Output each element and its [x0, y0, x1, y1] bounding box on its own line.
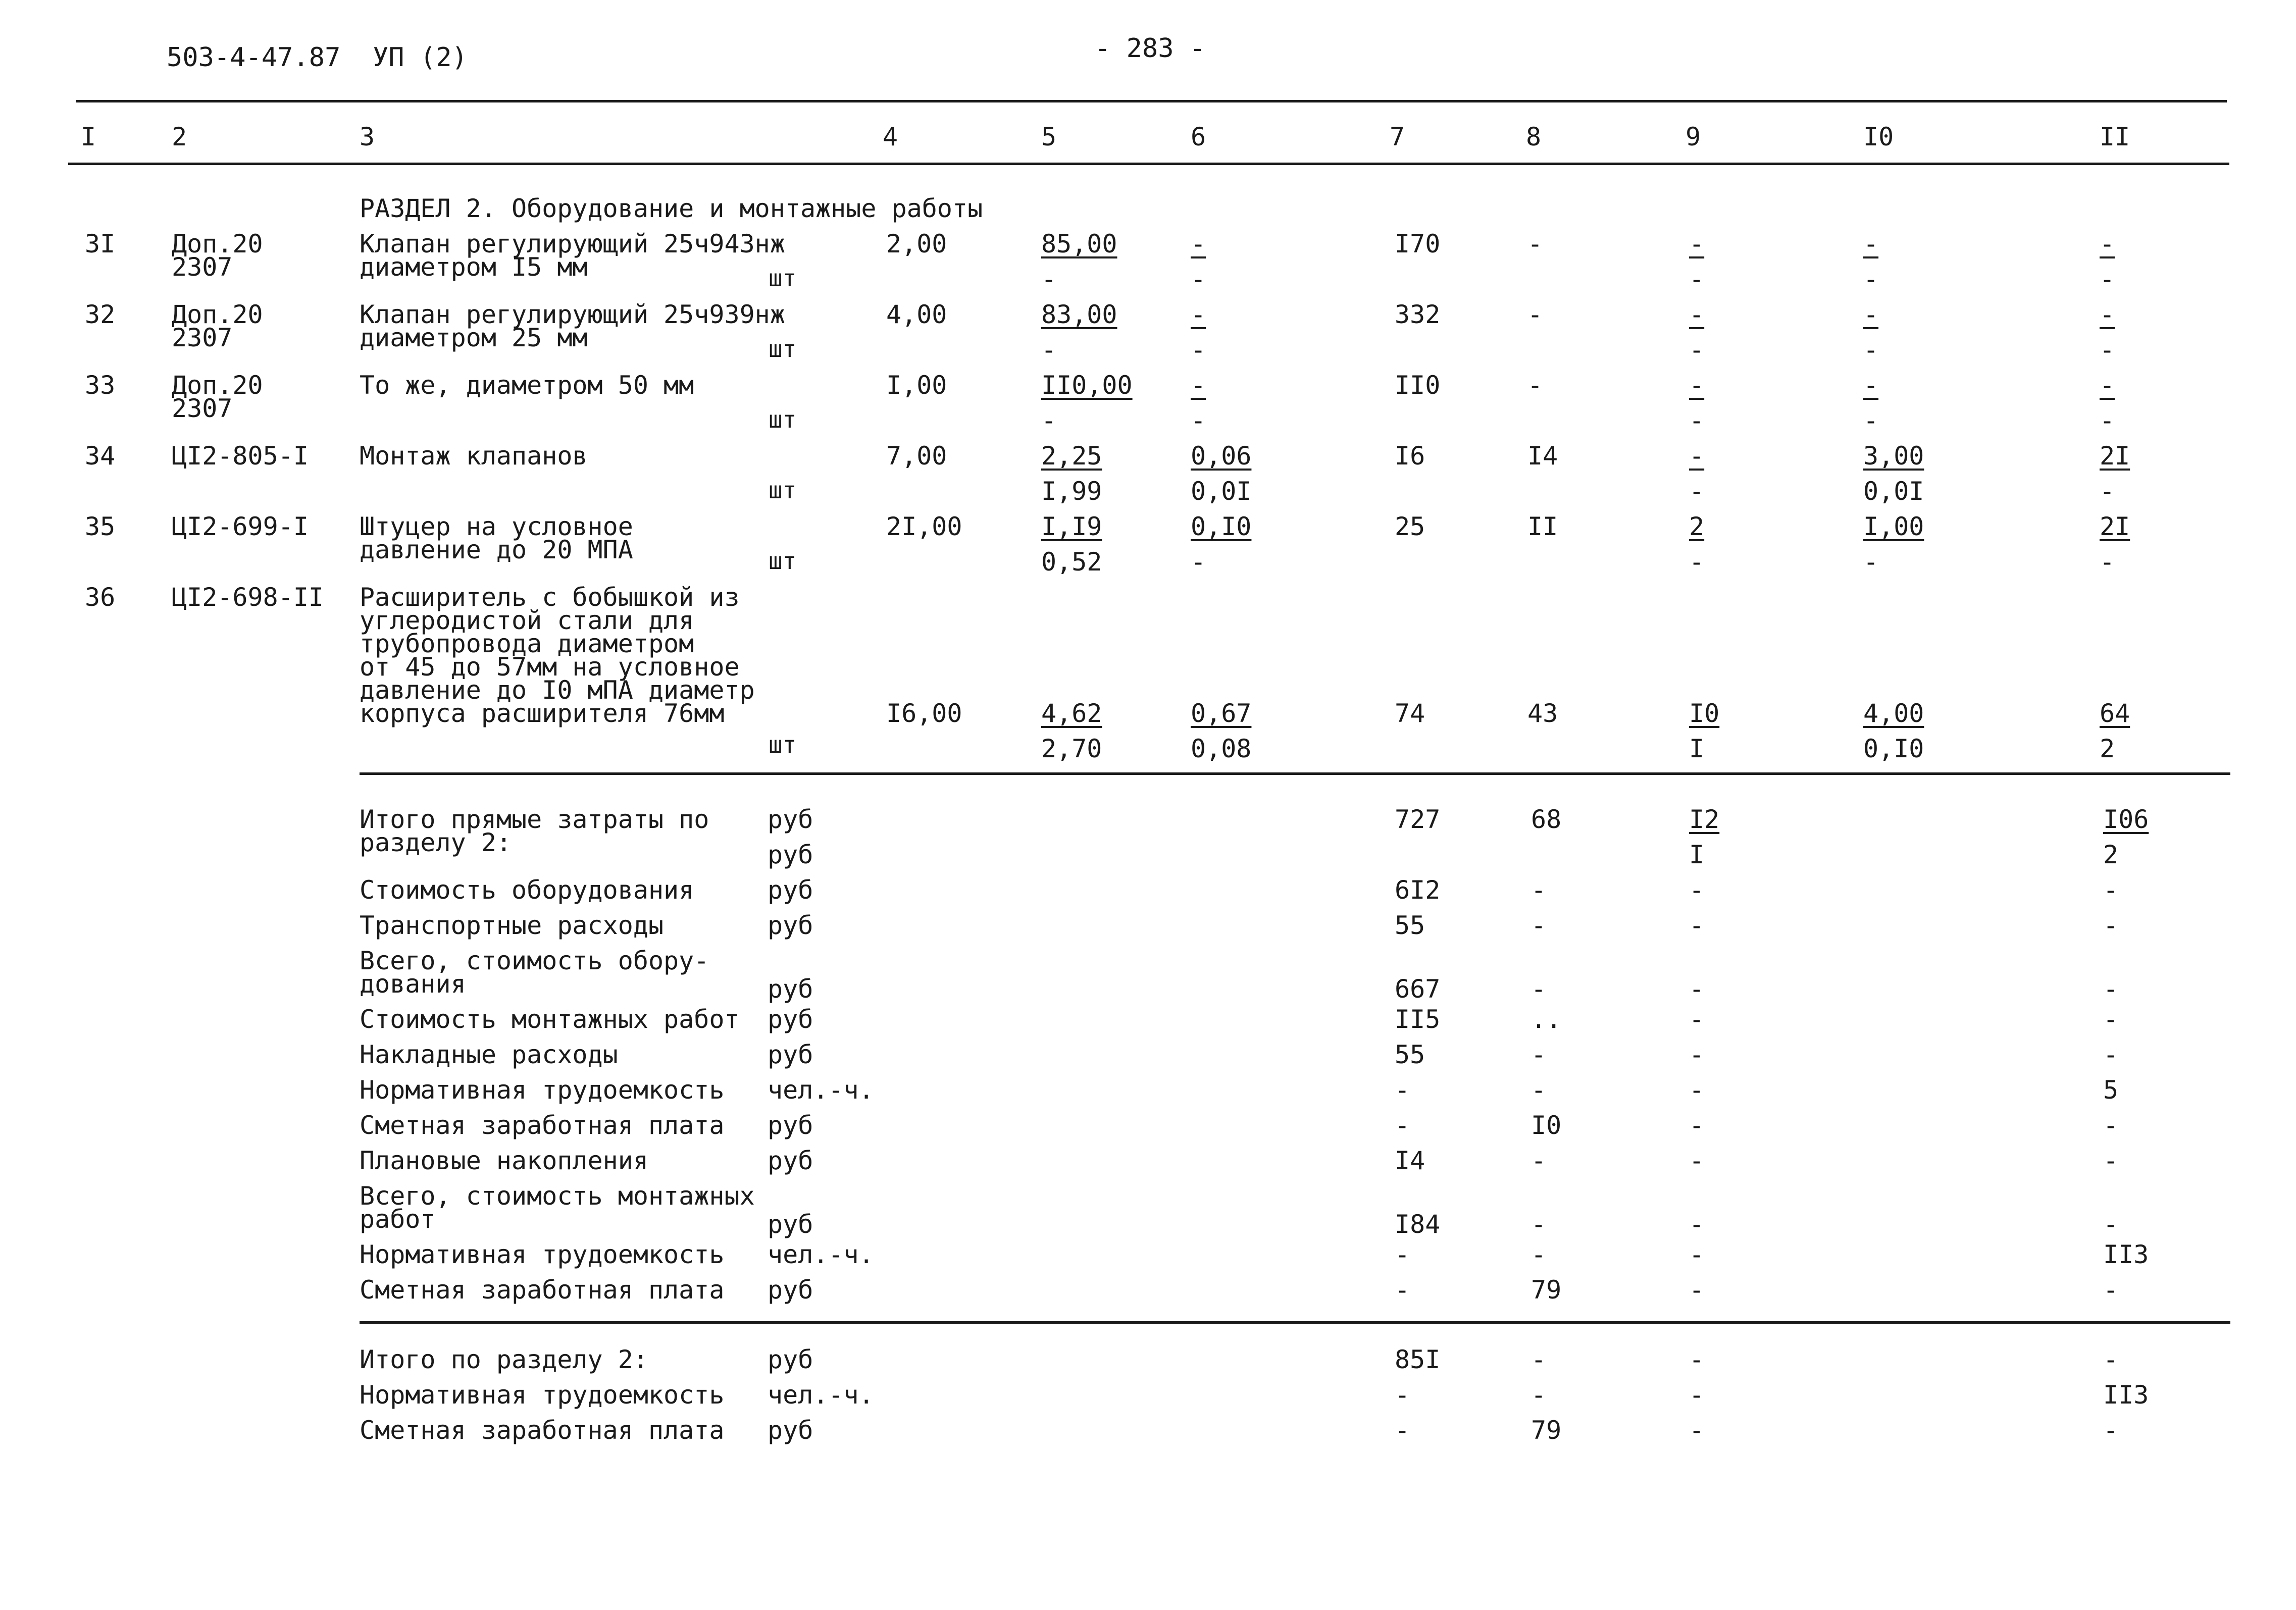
- row-total-cost: 332: [1395, 300, 1441, 329]
- row-unit-cost-wage: 0,52: [1041, 547, 1102, 577]
- row-labor-total-sub: 2: [2100, 734, 2115, 763]
- summary-machine-total: I: [1689, 840, 1705, 869]
- summary-total-cost: II5: [1395, 1005, 1441, 1034]
- summary-labor-total: -: [2103, 1275, 2119, 1305]
- summary-wage-total: -: [1531, 875, 1547, 905]
- row-unit: шт: [769, 406, 797, 433]
- row-machine-cost: 0,06: [1191, 441, 1252, 471]
- summary-label: Сметная заработная плата: [360, 1111, 725, 1140]
- row-machine-cost-wage: 0,08: [1191, 734, 1252, 763]
- summary-label: Итого прямые затраты по: [360, 805, 709, 834]
- row-number: 35: [85, 512, 116, 541]
- summary-wage-total: -: [1531, 1210, 1547, 1239]
- row-labor-unit: I,00: [1863, 512, 1924, 541]
- summary-wage-total: ..: [1531, 1005, 1562, 1034]
- row-unit-cost: I,I9: [1041, 512, 1102, 541]
- row-quantity: I,00: [886, 371, 947, 400]
- row-code: 2307: [172, 252, 233, 282]
- summary-total-cost: I84: [1395, 1210, 1441, 1239]
- row-labor-unit: -: [1863, 371, 1879, 400]
- column-header: 6: [1191, 122, 1206, 151]
- row-quantity: 7,00: [886, 441, 947, 471]
- row-unit: шт: [769, 477, 797, 504]
- row-number: 3I: [85, 229, 116, 258]
- row-number: 36: [85, 583, 116, 612]
- summary-total-cost: 55: [1395, 1040, 1425, 1069]
- row-machine-total-wage: -: [1689, 406, 1705, 435]
- summary-unit: чел.-ч.: [768, 1240, 874, 1269]
- summary-machine-total: -: [1689, 1380, 1705, 1410]
- summary-wage-total: -: [1531, 1040, 1547, 1069]
- row-unit: шт: [769, 547, 797, 575]
- sheet-code: УП (2): [373, 42, 468, 73]
- row-machine-cost: -: [1191, 300, 1206, 329]
- summary-unit: руб: [768, 1416, 813, 1445]
- row-labor-total: -: [2100, 371, 2115, 400]
- row-labor-total-sub: -: [2100, 547, 2115, 577]
- row-machine-total-wage: I: [1689, 734, 1705, 763]
- rows-bottom-rule: [360, 772, 2230, 775]
- summary-machine-total: -: [1689, 1111, 1705, 1140]
- row-unit-cost-wage: -: [1041, 335, 1057, 365]
- summary-labor-total: I06: [2103, 805, 2149, 834]
- row-machine-total-wage: -: [1689, 547, 1705, 577]
- header-bottom-rule: [68, 163, 2229, 165]
- row-machine-total: -: [1689, 441, 1705, 471]
- summary-label: Сметная заработная плата: [360, 1275, 725, 1305]
- summary-wage-total: 68: [1531, 805, 1562, 834]
- page-number: - 283 -: [1095, 33, 1206, 64]
- summary-unit: руб: [768, 875, 813, 905]
- summary-wage-total: -: [1531, 1345, 1547, 1374]
- row-description: давление до 20 МПА: [360, 535, 633, 564]
- row-machine-cost: 0,I0: [1191, 512, 1252, 541]
- row-code: Доп.20: [172, 229, 263, 258]
- row-machine-cost-wage: -: [1191, 265, 1206, 294]
- row-number: 34: [85, 441, 116, 471]
- row-unit-cost: 83,00: [1041, 300, 1117, 329]
- row-wage-total: I4: [1527, 441, 1558, 471]
- summary-bottom-rule: [360, 1321, 2230, 1324]
- column-header: 5: [1041, 122, 1057, 151]
- column-header: 9: [1686, 122, 1701, 151]
- row-machine-total: -: [1689, 300, 1705, 329]
- row-labor-unit: -: [1863, 300, 1879, 329]
- row-labor-total-sub: -: [2100, 335, 2115, 365]
- row-description: давление до I0 мПА диаметр: [360, 676, 755, 705]
- summary-wage-total: -: [1531, 1146, 1547, 1175]
- row-unit-cost-wage: -: [1041, 406, 1057, 435]
- summary-labor-total: -: [2103, 875, 2119, 905]
- summary-label: Транспортные расходы: [360, 911, 664, 940]
- row-labor-unit: 3,00: [1863, 441, 1924, 471]
- summary-unit: руб: [768, 1345, 813, 1374]
- row-machine-total: -: [1689, 229, 1705, 258]
- summary-label: разделу 2:: [360, 828, 512, 857]
- summary-label: Сметная заработная плата: [360, 1416, 725, 1445]
- summary-machine-total: I2: [1689, 805, 1720, 834]
- row-total-cost: 25: [1395, 512, 1425, 541]
- row-description: Штуцер на условное: [360, 512, 633, 541]
- summary-machine-total: -: [1689, 1345, 1705, 1374]
- summary-label: Всего, стоимость обору-: [360, 946, 709, 975]
- row-quantity: 2,00: [886, 229, 947, 258]
- summary-unit: руб: [768, 840, 813, 869]
- row-labor-total-sub: -: [2100, 477, 2115, 506]
- summary-wage-total: 79: [1531, 1416, 1562, 1445]
- summary-total-cost: 727: [1395, 805, 1441, 834]
- row-machine-cost: 0,67: [1191, 699, 1252, 728]
- summary-labor-total: -: [2103, 1111, 2119, 1140]
- row-machine-total-wage: -: [1689, 477, 1705, 506]
- row-wage-total: -: [1527, 300, 1543, 329]
- summary-unit: чел.-ч.: [768, 1380, 874, 1410]
- row-machine-total-wage: -: [1689, 335, 1705, 365]
- row-code: Доп.20: [172, 300, 263, 329]
- summary-wage-total: -: [1531, 1240, 1547, 1269]
- row-unit-cost: 4,62: [1041, 699, 1102, 728]
- row-labor-unit-sub: -: [1863, 547, 1879, 577]
- row-labor-total: -: [2100, 300, 2115, 329]
- summary-label: Итого по разделу 2:: [360, 1345, 648, 1374]
- row-description: корпуса расширителя 76мм: [360, 699, 725, 728]
- summary-label: Накладные расходы: [360, 1040, 618, 1069]
- summary-labor-total: -: [2103, 1345, 2119, 1374]
- row-total-cost: 74: [1395, 699, 1425, 728]
- row-unit-cost: 85,00: [1041, 229, 1117, 258]
- summary-labor-total: -: [2103, 1040, 2119, 1069]
- summary-wage-total: -: [1531, 974, 1547, 1004]
- row-machine-cost-wage: -: [1191, 547, 1206, 577]
- row-labor-total: -: [2100, 229, 2115, 258]
- column-header: 2: [172, 122, 187, 151]
- row-code: ЦI2-805-I: [172, 441, 309, 471]
- row-description: трубопровода диаметром: [360, 629, 694, 658]
- summary-machine-total: -: [1689, 1275, 1705, 1305]
- row-description: диаметром I5 мм: [360, 252, 588, 282]
- summary-machine-total: -: [1689, 875, 1705, 905]
- summary-total-cost: 85I: [1395, 1345, 1441, 1374]
- row-machine-cost-wage: 0,0I: [1191, 477, 1252, 506]
- row-unit-cost: 2,25: [1041, 441, 1102, 471]
- summary-label: дования: [360, 969, 466, 999]
- table-top-rule: [76, 100, 2227, 102]
- summary-total-cost: -: [1395, 1075, 1410, 1105]
- row-labor-total: 64: [2100, 699, 2130, 728]
- column-header: 3: [360, 122, 375, 151]
- summary-label: Нормативная трудоемкость: [360, 1240, 725, 1269]
- summary-machine-total: -: [1689, 1075, 1705, 1105]
- row-unit: шт: [769, 731, 797, 758]
- section-title: РАЗДЕЛ 2. Оборудование и монтажные работы: [360, 194, 983, 223]
- summary-label: Стоимость монтажных работ: [360, 1005, 740, 1034]
- row-unit-cost-wage: -: [1041, 265, 1057, 294]
- row-unit-cost-wage: 2,70: [1041, 734, 1102, 763]
- row-machine-total-wage: -: [1689, 265, 1705, 294]
- summary-machine-total: -: [1689, 911, 1705, 940]
- row-description: То же, диаметром 50 мм: [360, 371, 694, 400]
- summary-total-cost: -: [1395, 1275, 1410, 1305]
- row-unit: шт: [769, 335, 797, 362]
- row-machine-cost-wage: -: [1191, 406, 1206, 435]
- summary-label: работ: [360, 1205, 436, 1234]
- row-wage-total: 43: [1527, 699, 1558, 728]
- row-labor-total: 2I: [2100, 441, 2130, 471]
- summary-labor-total: -: [2103, 911, 2119, 940]
- summary-machine-total: -: [1689, 974, 1705, 1004]
- summary-unit: руб: [768, 911, 813, 940]
- summary-label: Нормативная трудоемкость: [360, 1380, 725, 1410]
- summary-wage-total: -: [1531, 911, 1547, 940]
- summary-total-cost: -: [1395, 1380, 1410, 1410]
- row-total-cost: I6: [1395, 441, 1425, 471]
- summary-total-cost: -: [1395, 1416, 1410, 1445]
- summary-unit: руб: [768, 805, 813, 834]
- row-machine-cost: -: [1191, 371, 1206, 400]
- summary-label: Плановые накопления: [360, 1146, 648, 1175]
- column-header: 4: [883, 122, 898, 151]
- row-machine-cost: -: [1191, 229, 1206, 258]
- row-description: Монтаж клапанов: [360, 441, 588, 471]
- summary-machine-total: -: [1689, 1040, 1705, 1069]
- row-code: ЦI2-699-I: [172, 512, 309, 541]
- summary-unit: руб: [768, 1111, 813, 1140]
- row-wage-total: -: [1527, 229, 1543, 258]
- column-header: 8: [1526, 122, 1542, 151]
- summary-total-cost: -: [1395, 1240, 1410, 1269]
- row-total-cost: I70: [1395, 229, 1441, 258]
- summary-machine-total: -: [1689, 1416, 1705, 1445]
- row-labor-unit-sub: -: [1863, 265, 1879, 294]
- row-wage-total: II: [1527, 512, 1558, 541]
- summary-labor-total: -: [2103, 1005, 2119, 1034]
- row-description: диаметром 25 мм: [360, 323, 588, 352]
- summary-label: Стоимость оборудования: [360, 875, 694, 905]
- summary-labor-total: II3: [2103, 1240, 2149, 1269]
- summary-machine-total: -: [1689, 1210, 1705, 1239]
- summary-wage-total: 79: [1531, 1275, 1562, 1305]
- row-labor-total-sub: -: [2100, 265, 2115, 294]
- row-quantity: I6,00: [886, 699, 962, 728]
- row-code: ЦI2-698-II: [172, 583, 324, 612]
- summary-labor-total: II3: [2103, 1380, 2149, 1410]
- row-labor-unit-sub: 0,0I: [1863, 477, 1924, 506]
- summary-unit: руб: [768, 1146, 813, 1175]
- row-description: углеродистой стали для: [360, 606, 694, 635]
- row-description: Расширитель с бобышкой из: [360, 583, 740, 612]
- summary-labor-total: -: [2103, 974, 2119, 1004]
- doc-code: 503-4-47.87: [167, 42, 341, 73]
- row-code: Доп.20: [172, 371, 263, 400]
- row-machine-total: 2: [1689, 512, 1705, 541]
- column-header: I0: [1863, 122, 1894, 151]
- summary-total-cost: 6I2: [1395, 875, 1441, 905]
- summary-wage-total: I0: [1531, 1111, 1562, 1140]
- row-unit-cost-wage: I,99: [1041, 477, 1102, 506]
- row-description: Клапан регулирующий 25ч943нж: [360, 229, 785, 258]
- summary-unit: руб: [768, 974, 813, 1004]
- row-number: 32: [85, 300, 116, 329]
- row-quantity: 2I,00: [886, 512, 962, 541]
- row-labor-unit-sub: 0,I0: [1863, 734, 1924, 763]
- summary-wage-total: -: [1531, 1380, 1547, 1410]
- summary-total-cost: 55: [1395, 911, 1425, 940]
- summary-unit: руб: [768, 1210, 813, 1239]
- summary-total-cost: -: [1395, 1111, 1410, 1140]
- summary-machine-total: -: [1689, 1146, 1705, 1175]
- column-header: I: [81, 122, 96, 151]
- summary-labor-total: -: [2103, 1146, 2119, 1175]
- row-unit: шт: [769, 265, 797, 292]
- summary-unit: чел.-ч.: [768, 1075, 874, 1105]
- summary-machine-total: -: [1689, 1005, 1705, 1034]
- summary-total-cost: I4: [1395, 1146, 1425, 1175]
- row-labor-unit-sub: -: [1863, 406, 1879, 435]
- row-labor-unit: -: [1863, 229, 1879, 258]
- summary-unit: руб: [768, 1040, 813, 1069]
- row-code: 2307: [172, 394, 233, 423]
- row-machine-total: I0: [1689, 699, 1720, 728]
- summary-machine-total: -: [1689, 1240, 1705, 1269]
- column-header: II: [2100, 122, 2130, 151]
- summary-labor-total: 5: [2103, 1075, 2119, 1105]
- row-wage-total: -: [1527, 371, 1543, 400]
- column-header: 7: [1390, 122, 1405, 151]
- summary-labor-total: -: [2103, 1416, 2119, 1445]
- row-labor-total-sub: -: [2100, 406, 2115, 435]
- row-description: Клапан регулирующий 25ч939нж: [360, 300, 785, 329]
- row-labor-unit: 4,00: [1863, 699, 1924, 728]
- summary-labor-total: 2: [2103, 840, 2119, 869]
- summary-unit: руб: [768, 1005, 813, 1034]
- summary-label: Нормативная трудоемкость: [360, 1075, 725, 1105]
- row-labor-total: 2I: [2100, 512, 2130, 541]
- row-total-cost: II0: [1395, 371, 1441, 400]
- summary-wage-total: -: [1531, 1075, 1547, 1105]
- row-number: 33: [85, 371, 116, 400]
- summary-unit: руб: [768, 1275, 813, 1305]
- summary-labor-total: -: [2103, 1210, 2119, 1239]
- row-labor-unit-sub: -: [1863, 335, 1879, 365]
- row-unit-cost: II0,00: [1041, 371, 1133, 400]
- row-description: от 45 до 57мм на условное: [360, 652, 740, 682]
- row-quantity: 4,00: [886, 300, 947, 329]
- row-machine-total: -: [1689, 371, 1705, 400]
- summary-label: Всего, стоимость монтажных: [360, 1181, 755, 1211]
- row-code: 2307: [172, 323, 233, 352]
- summary-total-cost: 667: [1395, 974, 1441, 1004]
- row-machine-cost-wage: -: [1191, 335, 1206, 365]
